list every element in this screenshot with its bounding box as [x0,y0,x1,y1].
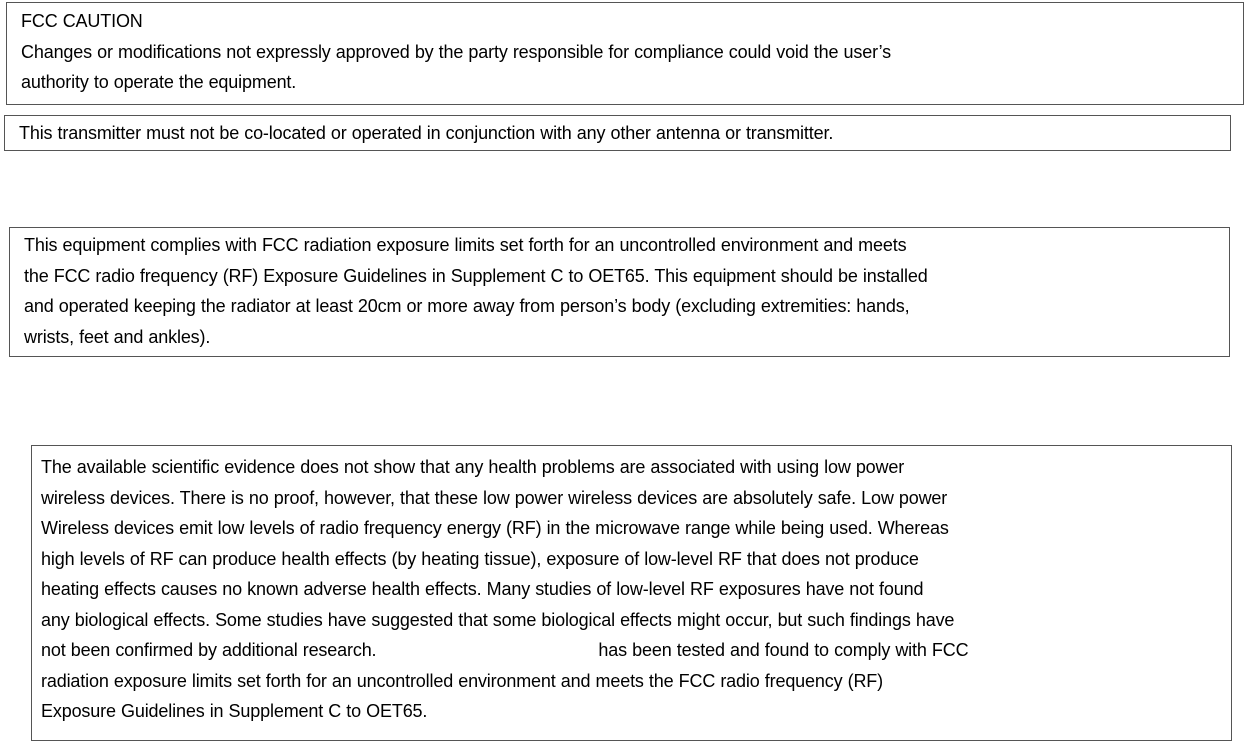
colocation-notice-box [4,115,1231,151]
evidence-line-2: wireless devices. There is no proof, however, that these low power wireless devices are absolutely safe. Low power [41,487,948,508]
exposure-line-4: wrists, feet and ankles). [24,326,211,347]
health-evidence-statement-box [31,445,1232,741]
caution-line-2: authority to operate the equipment. [21,72,297,92]
evidence-line-9: Exposure Guidelines in Supplement C to OET65. [41,701,428,721]
evidence-line-6: any biological effects. Some studies have suggested that some biological effects might occur, but such findings have [41,609,955,630]
evidence-line-8: radiation exposure limits set forth for an uncontrolled environment and meets the FCC radio frequency (RF) [41,670,884,691]
evidence-line-5: heating effects causes no known adverse health effects. Many studies of low-level RF exposures have not found [41,579,924,599]
evidence-line-4: high levels of RF can produce health effects (by heating tissue), exposure of low-level RF that does not produce [41,548,919,569]
caution-title: FCC CAUTION [21,11,143,31]
exposure-line-3: and operated keeping the radiator at least 20cm or more away from person’s body (excluding extremities: hands, [24,296,910,316]
caution-line-1: Changes or modifications not expressly approved by the party responsible for compliance could void the user’s [21,41,891,62]
evidence-line-7-end: has been tested and found to comply with FCC [598,640,969,660]
evidence-line-1: The available scientific evidence does not show that any health problems are associated with using low power [41,457,905,477]
evidence-line-7 [41,635,1231,666]
evidence-line-7-start: not been confirmed by additional research. [41,640,377,660]
exposure-line-1: This equipment complies with FCC radiation exposure limits set forth for an uncontrolled environment and meets [24,235,907,255]
exposure-line-2: the FCC radio frequency (RF) Exposure Guidelines in Supplement C to OET65. This equipment should be installed [24,265,928,286]
rf-exposure-statement-box [9,227,1230,357]
colocation-text: This transmitter must not be co-located or operated in conjunction with any other antenna or transmitter. [19,123,834,143]
evidence-line-3: Wireless devices emit low levels of radio frequency energy (RF) in the microwave range while being used. Whereas [41,518,949,538]
fcc-caution-box [6,2,1244,105]
